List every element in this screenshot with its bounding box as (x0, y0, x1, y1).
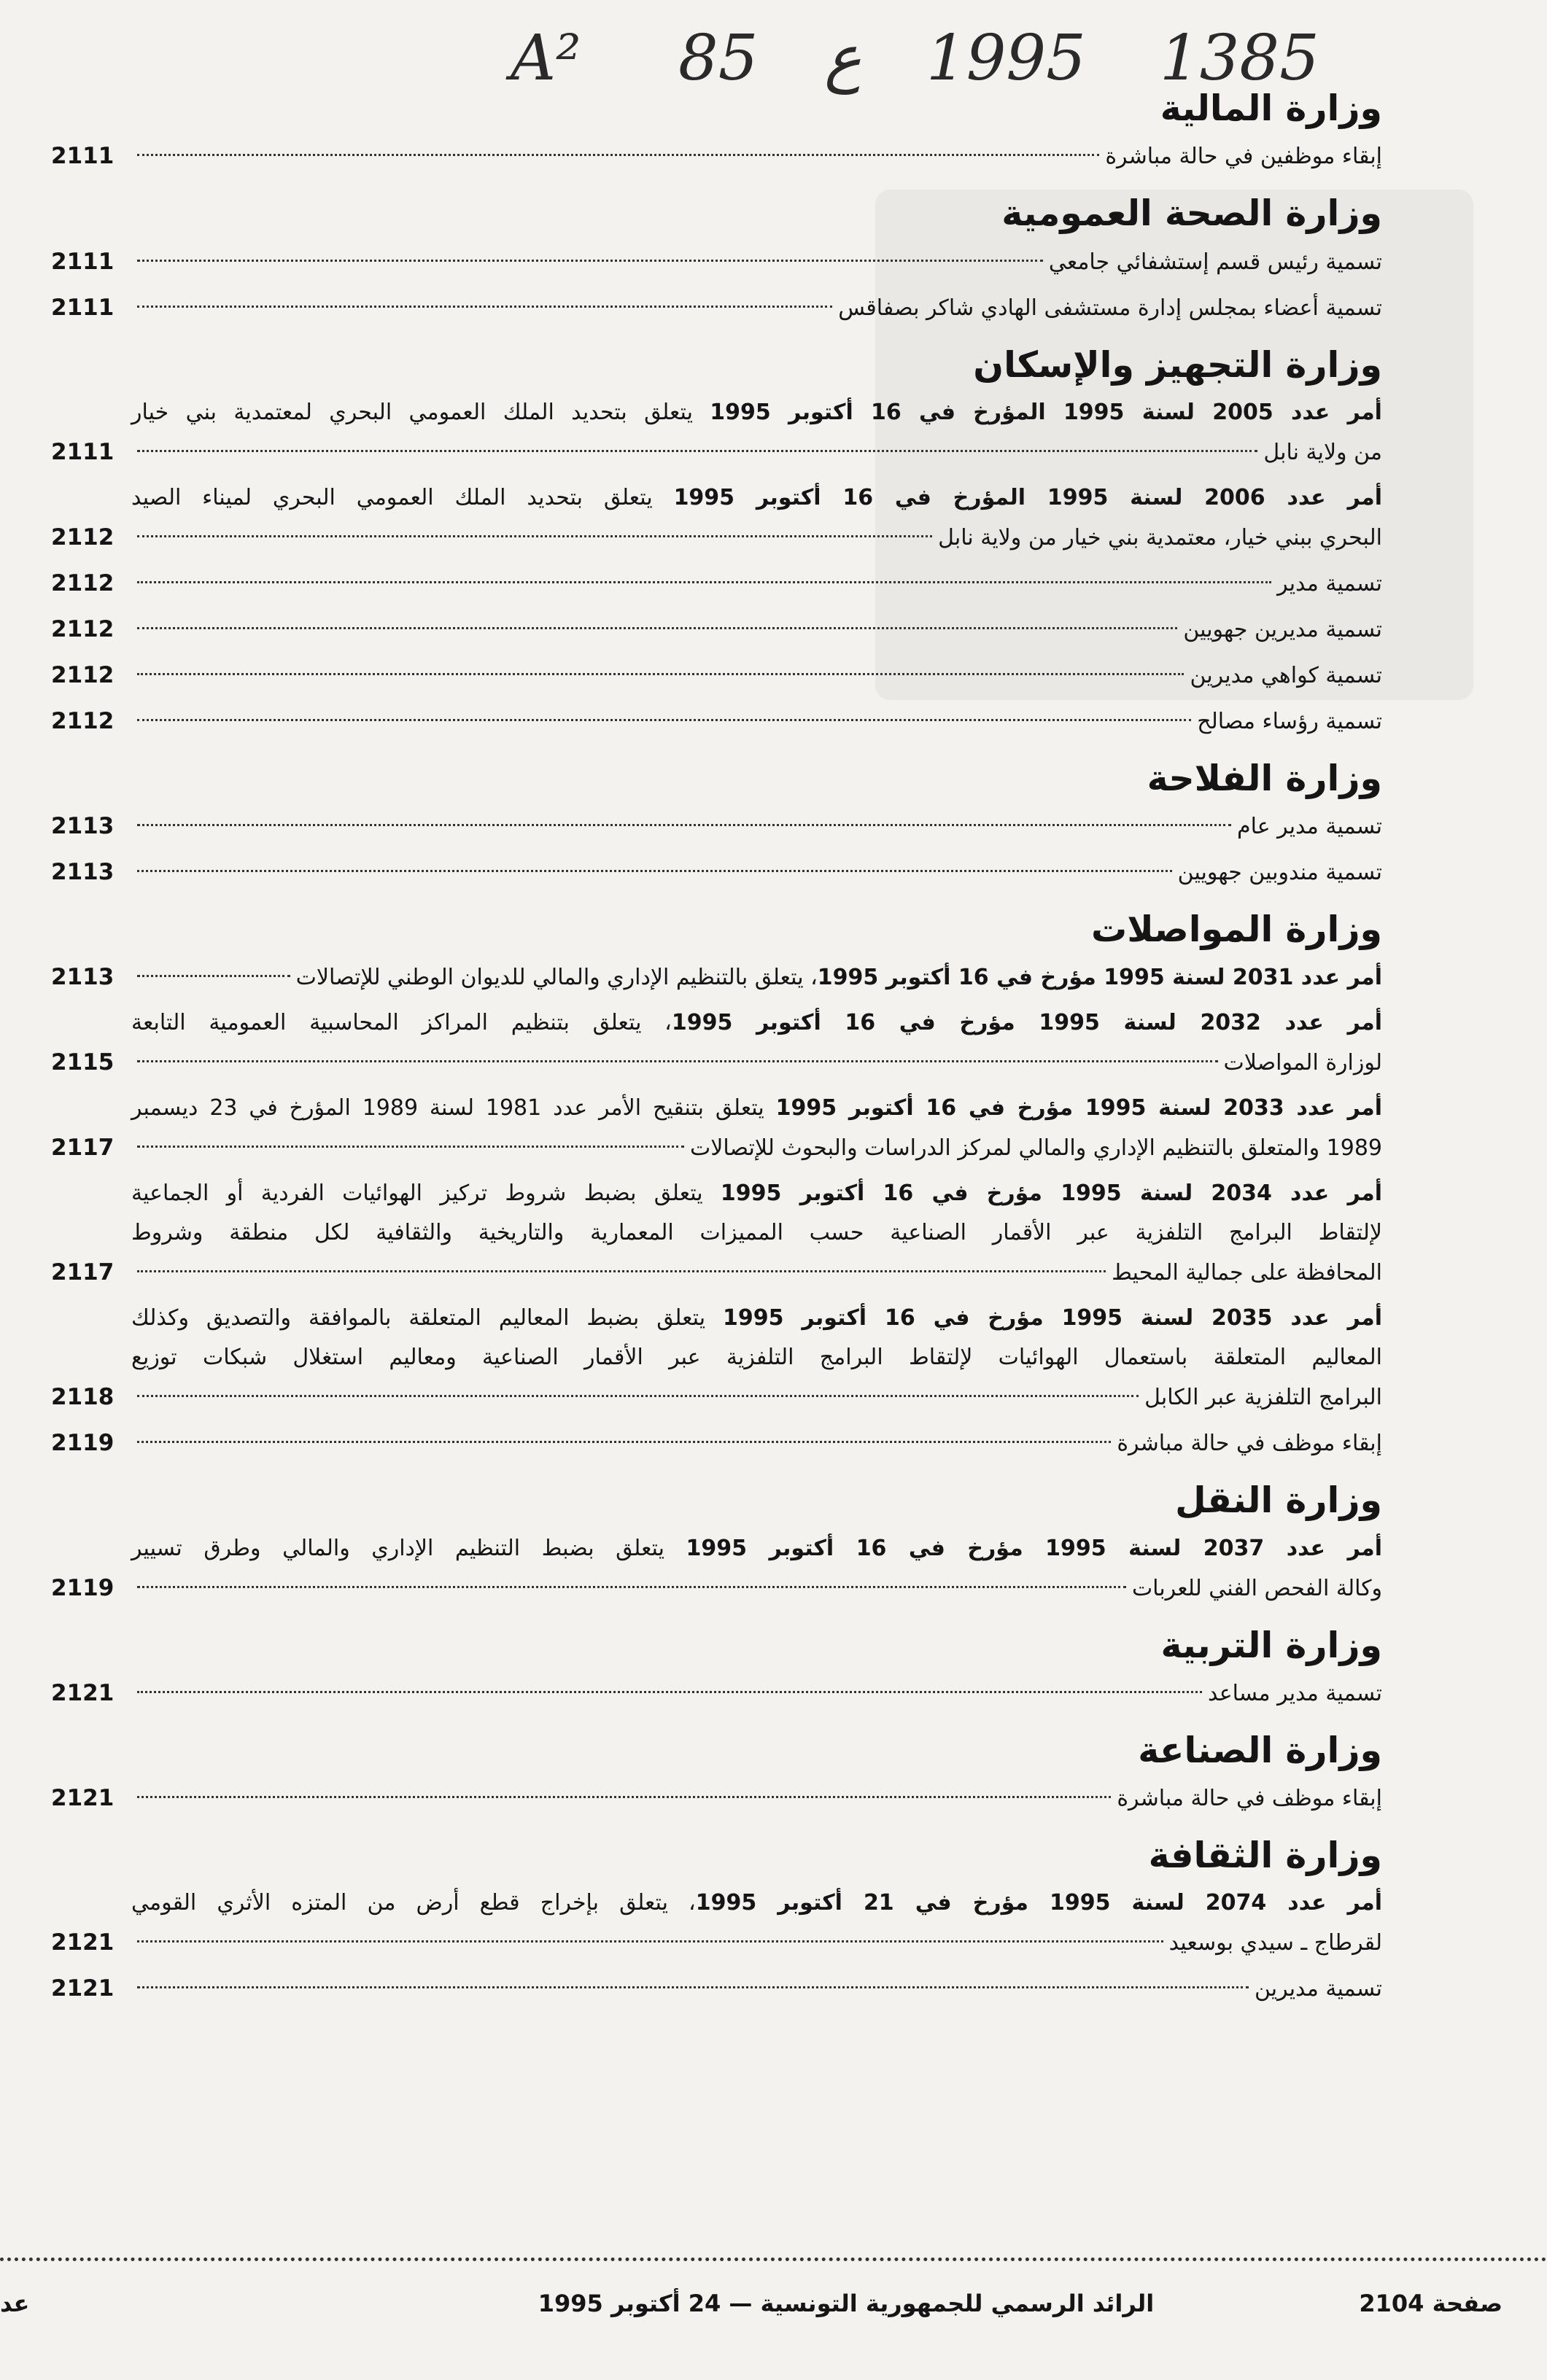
entry-text (131, 1883, 1382, 1923)
entry-line: يتعلق بضبط المعاليم المتعلقة بالموافقة والتصديق وكذلك (131, 1305, 724, 1331)
leader-dots (137, 1441, 1111, 1443)
entry-page-number: 2121 (51, 1785, 115, 1811)
toc-entry (51, 136, 1382, 176)
toc-entry (51, 1529, 1382, 1609)
leader-dots (137, 719, 1191, 721)
entry-line: لقرطاج ـ سيدي بوسعيد (1168, 1930, 1382, 1956)
ministry-heading: وزارة النقل (1175, 1479, 1382, 1522)
leader-dots (137, 1986, 1249, 1988)
entry-text (838, 289, 1382, 328)
leader-dots (137, 824, 1231, 826)
entry-text (1112, 1253, 1382, 1293)
entry-text (1255, 1969, 1382, 2009)
leader-dots (137, 1146, 684, 1148)
entry-line: تسمية مديرين جهويين (1183, 616, 1382, 642)
entry-text (1197, 702, 1382, 742)
entry-page-number: 2113 (51, 859, 115, 885)
entry-page-number: 2112 (51, 615, 115, 642)
entry-line: تسمية مديرين (1254, 1976, 1382, 2002)
entry-page-number: 2118 (51, 1384, 115, 1411)
ministry-heading: وزارة الثقافة (1148, 1835, 1382, 1876)
leader-dots (137, 1940, 1163, 1942)
entry-text (131, 1174, 1382, 1213)
entry-line: تسمية مدير مساعد (1207, 1680, 1382, 1706)
handwritten-mark: ع (824, 22, 862, 95)
entry-page-number: 2117 (51, 1135, 115, 1162)
entry-line: لإلتقاط البرامج التلفزية عبر الأقمار الصناعية حسب المميزات المعمارية والتاريخية والثقافية لكل منطقة وشروط (131, 1220, 1382, 1246)
entry-text (1178, 853, 1382, 892)
leader-dots (137, 450, 1257, 452)
entry-line: ، يتعلق بالتنظيم الإداري والمالي للديوان الوطني للإتصالات (295, 965, 818, 991)
toc-entry (51, 1003, 1382, 1083)
decree-reference: أمر عدد 2005 لسنة 1995 المؤرخ في 16 أكتوبر 1995 (710, 399, 1382, 425)
decree-reference: أمر عدد 2074 لسنة 1995 مؤرخ في 21 أكتوبر 1995 (695, 1890, 1382, 1916)
entry-page-number: 2112 (51, 661, 115, 688)
leader-dots (137, 535, 932, 537)
entry-text (938, 518, 1382, 558)
entry-line: البرامج التلفزية عبر الكابل (1144, 1385, 1382, 1411)
entry-line: لوزارة المواصلات (1223, 1050, 1382, 1076)
entry-page-number: 2111 (51, 248, 115, 275)
entry-text (1132, 1569, 1382, 1609)
leader-dots (137, 581, 1271, 583)
entry-text (1169, 1924, 1382, 1963)
entry-line: يتعلق بتحديد الملك العمومي البحري لمعتمدية بني خيار (131, 399, 710, 425)
entry-text (131, 1213, 1382, 1253)
page-number: صفحة 2104 (1359, 2290, 1503, 2317)
decree-reference: أمر عدد 2033 لسنة 1995 مؤرخ في 16 أكتوبر 1995 (775, 1095, 1382, 1121)
footer-divider (0, 2258, 1547, 2261)
entry-line: المعاليم المتعلقة باستعمال الهوائيات لإلتقاط البرامج التلفزية عبر الأقمار الصناعية ومعاليم استغلال شبكات توزيع (131, 1345, 1382, 1371)
entry-line: ، يتعلق بتنظيم المراكز المحاسبية العمومية التابعة (131, 1010, 672, 1036)
entry-text (1117, 1779, 1382, 1819)
entry-text (131, 1299, 1382, 1338)
entry-text (131, 478, 1382, 518)
ministry-heading: وزارة الصناعة (1138, 1729, 1382, 1771)
entry-line: إبقاء موظف في حالة مباشرة (1117, 1431, 1382, 1457)
ministry-heading: وزارة الصحة العمومية (1001, 192, 1382, 235)
toc-entry (51, 701, 1382, 742)
decree-reference: أمر عدد 2034 لسنة 1995 مؤرخ في 16 أكتوبر 1995 (720, 1181, 1382, 1207)
entry-page-number: 2121 (51, 1679, 115, 1706)
entry-text (296, 958, 1382, 998)
entry-page-number: 2111 (51, 294, 115, 321)
entry-text (1263, 433, 1382, 472)
gazette-title: الرائد الرسمي للجمهورية التونسية — 24 أكتوبر 1995 (538, 2290, 1155, 2317)
decree-reference: أمر عدد 2031 لسنة 1995 مؤرخ في 16 أكتوبر 1995 (817, 965, 1382, 991)
entry-line: تسمية مدير عام (1237, 814, 1382, 839)
entry-page-number: 2117 (51, 1259, 115, 1286)
table-of-contents (51, 86, 1382, 2015)
ministry-heading: وزارة الفلاحة (1147, 757, 1382, 799)
entry-text (131, 1089, 1382, 1128)
entry-line: تسمية رؤساء مصالح (1197, 708, 1382, 734)
entry-line: 1989 والمتعلق بالتنظيم الإداري والمالي لمركز الدراسات والبحوث للإتصالات (690, 1135, 1382, 1162)
ministry-heading: وزارة المالية (1160, 88, 1382, 129)
ministry-heading: وزارة التربية (1160, 1624, 1382, 1666)
toc-entry (51, 564, 1382, 604)
entry-page-number: 2111 (51, 438, 115, 465)
entry-page-number: 2115 (51, 1049, 115, 1076)
entry-line: تسمية مدير (1277, 570, 1382, 596)
entry-line: البحري ببني خيار، معتمدية بني خيار من ولاية نابل (938, 524, 1382, 551)
entry-text (131, 1003, 1382, 1043)
leader-dots (137, 260, 1043, 262)
entry-text (1224, 1043, 1382, 1083)
entry-text (1105, 137, 1382, 176)
leader-dots (137, 673, 1184, 675)
decree-reference: أمر عدد 2037 لسنة 1995 مؤرخ في 16 أكتوبر 1995 (686, 1535, 1382, 1561)
toc-entry (51, 242, 1382, 282)
entry-text (131, 1529, 1382, 1568)
ministry-heading: وزارة المواصلات (1090, 909, 1382, 950)
entry-line: تسمية مندوبين جهويين (1177, 860, 1382, 885)
entry-page-number: 2112 (51, 524, 115, 551)
entry-line: ، يتعلق بإخراج قطع أرض من المتزه الأثري القومي (131, 1890, 696, 1916)
entry-line: يتعلق بضبط شروط تركيز الهوائيات الفردية أو الجماعية (131, 1181, 721, 1207)
toc-entry (51, 1299, 1382, 1418)
entry-text (1049, 243, 1382, 282)
toc-entry (51, 852, 1382, 892)
entry-page-number: 2119 (51, 1430, 115, 1457)
leader-dots (137, 870, 1172, 872)
toc-entry (51, 1423, 1382, 1463)
leader-dots (137, 627, 1177, 629)
toc-entry (51, 288, 1382, 328)
toc-entry (51, 1089, 1382, 1168)
toc-entry (51, 1969, 1382, 2009)
decree-reference: أمر عدد 2006 لسنة 1995 المؤرخ في 16 أكتوبر 1995 (673, 484, 1382, 510)
entry-text (131, 393, 1382, 432)
leader-dots (137, 154, 1099, 156)
toc-entry (51, 1174, 1382, 1293)
entry-page-number: 2121 (51, 1975, 115, 2002)
entry-text (1117, 1424, 1382, 1463)
leader-dots (137, 1691, 1202, 1693)
handwritten-mark: 85 (678, 22, 759, 95)
entry-page-number: 2119 (51, 1574, 115, 1601)
entry-line: يتعلق بتحديد الملك العمومي البحري لميناء الصيد (131, 484, 674, 510)
entry-line: تسمية رئيس قسم إستشفائي جامعي (1048, 249, 1382, 275)
entry-page-number: 2113 (51, 964, 115, 991)
entry-text (1144, 1378, 1382, 1418)
toc-entry (51, 656, 1382, 696)
toc-entry (51, 1673, 1382, 1714)
entry-text (131, 1338, 1382, 1377)
entry-line: المحافظة على جمالية المحيط (1112, 1260, 1382, 1286)
leader-dots (137, 975, 290, 977)
page-footer (0, 2290, 1503, 2333)
handwritten-mark: 1995 (926, 22, 1086, 95)
handwritten-mark: 1385 (1160, 22, 1319, 95)
entry-line: تسمية كواهي مديرين (1190, 662, 1382, 688)
entry-line: من ولاية نابل (1263, 439, 1382, 465)
entry-line: وكالة الفحص الفني للعربات (1131, 1575, 1382, 1601)
toc-entry (51, 806, 1382, 847)
entry-page-number: 2112 (51, 707, 115, 734)
leader-dots (137, 1395, 1139, 1397)
entry-text (690, 1129, 1382, 1168)
toc-entry (51, 1883, 1382, 1963)
entry-text (1190, 656, 1382, 696)
entry-line: إبقاء موظف في حالة مباشرة (1117, 1786, 1382, 1811)
leader-dots (137, 1586, 1126, 1588)
entry-line: تسمية أعضاء بمجلس إدارة مستشفى الهادي شاكر بصفاقس (838, 295, 1382, 321)
toc-entry (51, 610, 1382, 650)
entry-text (1208, 1674, 1382, 1714)
entry-page-number: 2111 (51, 143, 115, 170)
leader-dots (137, 1270, 1106, 1272)
entry-page-number: 2113 (51, 813, 115, 839)
decree-reference: أمر عدد 2035 لسنة 1995 مؤرخ في 16 أكتوبر 1995 (723, 1305, 1382, 1331)
edge-fragment: عد (0, 2290, 30, 2317)
toc-entry (51, 957, 1382, 998)
leader-dots (137, 1796, 1111, 1798)
toc-entry (51, 1778, 1382, 1819)
toc-entry (51, 393, 1382, 472)
entry-page-number: 2112 (51, 569, 115, 596)
entry-text (1237, 807, 1382, 847)
entry-line: إبقاء موظفين في حالة مباشرة (1105, 144, 1382, 170)
entry-line: يتعلق بتنقيح الأمر عدد 1981 لسنة 1989 المؤرخ في 23 ديسمبر (131, 1095, 776, 1121)
toc-entry (51, 478, 1382, 558)
handwritten-mark: A² (511, 22, 581, 95)
entry-text (1277, 564, 1382, 604)
leader-dots (137, 306, 832, 308)
leader-dots (137, 1060, 1218, 1062)
entry-line: يتعلق بضبط التنظيم الإداري والمالي وطرق تسيير (131, 1535, 686, 1561)
entry-text (1183, 610, 1382, 650)
ministry-heading: وزارة التجهيز والإسكان (973, 343, 1382, 386)
decree-reference: أمر عدد 2032 لسنة 1995 مؤرخ في 16 أكتوبر 1995 (671, 1010, 1382, 1036)
entry-page-number: 2121 (51, 1929, 115, 1956)
